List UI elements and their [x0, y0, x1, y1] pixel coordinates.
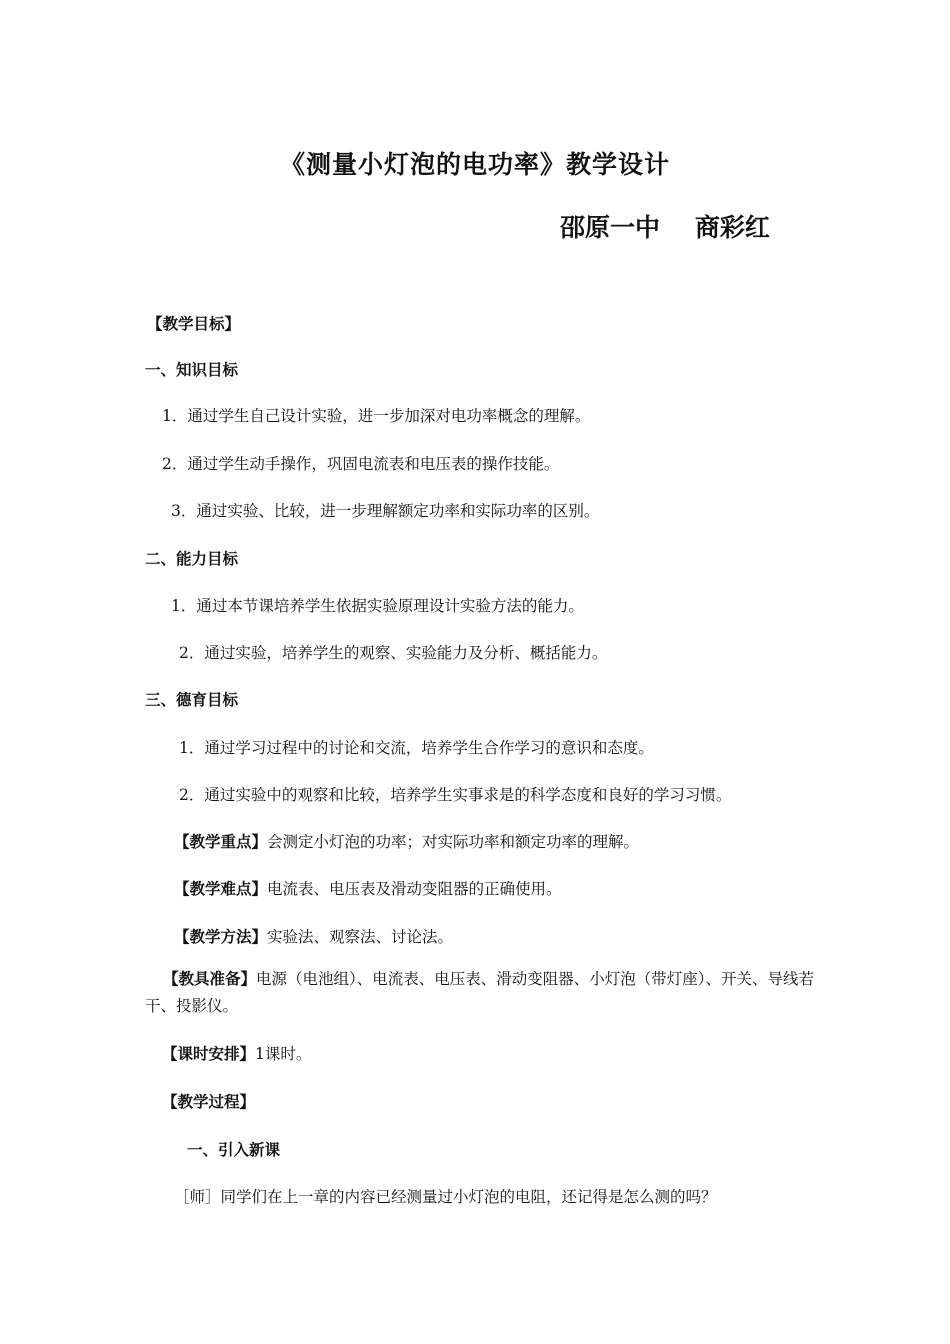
key-points-line: [174, 830, 639, 852]
ability-item: 1．通过本节课培养学生依据实验原理设计实验方法的能力。: [171, 597, 584, 615]
schedule-label: 【课时安排】: [162, 1045, 256, 1063]
knowledge-item: 2．通过学生动手操作，巩固电流表和电压表的操作技能。: [162, 455, 560, 473]
key-points-text: 会测定小灯泡的功率；对实际功率和额定功率的理解。: [267, 833, 640, 851]
equipment-paragraph: [145, 966, 815, 1020]
schedule-line: [162, 1042, 311, 1064]
equipment-label: 【教具准备】: [163, 970, 257, 988]
ability-heading: 二、能力目标: [145, 550, 239, 568]
knowledge-item: 3．通过实验、比较，进一步理解额定功率和实际功率的区别。: [171, 502, 600, 520]
moral-item: 1．通过学习过程中的讨论和交流，培养学生合作学习的意识和态度。: [179, 739, 654, 757]
equipment-text: 电源（电池组）、电流表、电压表、滑动变阻器、小灯泡（带灯座）、开关、导线若干、投影仪。: [145, 970, 815, 1015]
methods-label: 【教学方法】: [174, 928, 268, 946]
methods-text: 实验法、观察法、讨论法。: [267, 928, 454, 946]
objectives-heading: 【教学目标】: [147, 315, 241, 333]
author-line: 邵原一中 商彩红: [560, 213, 770, 242]
difficulties-text: 电流表、电压表及滑动变阻器的正确使用。: [267, 880, 562, 898]
key-points-label: 【教学重点】: [174, 833, 268, 851]
document-title: 《测量小灯泡的电功率》教学设计: [279, 150, 670, 179]
teacher-line: ［师］同学们在上一章的内容已经测量过小灯泡的电阻，还记得是怎么测的吗？: [174, 1188, 717, 1206]
difficulties-line: [174, 877, 562, 899]
moral-item: 2．通过实验中的观察和比较，培养学生实事求是的科学态度和良好的学习习惯。: [179, 786, 732, 804]
schedule-text: 1课时。: [255, 1045, 312, 1063]
process-heading: 【教学过程】: [162, 1093, 256, 1111]
moral-heading: 三、德育目标: [145, 691, 239, 709]
intro-heading: 一、引入新课: [187, 1141, 281, 1159]
knowledge-item: 1．通过学生自己设计实验，进一步加深对电功率概念的理解。: [162, 407, 591, 425]
ability-item: 2．通过实验，培养学生的观察、实验能力及分析、概括能力。: [179, 644, 608, 662]
knowledge-heading: 一、知识目标: [145, 361, 239, 379]
difficulties-label: 【教学难点】: [174, 880, 268, 898]
methods-line: [174, 925, 453, 947]
